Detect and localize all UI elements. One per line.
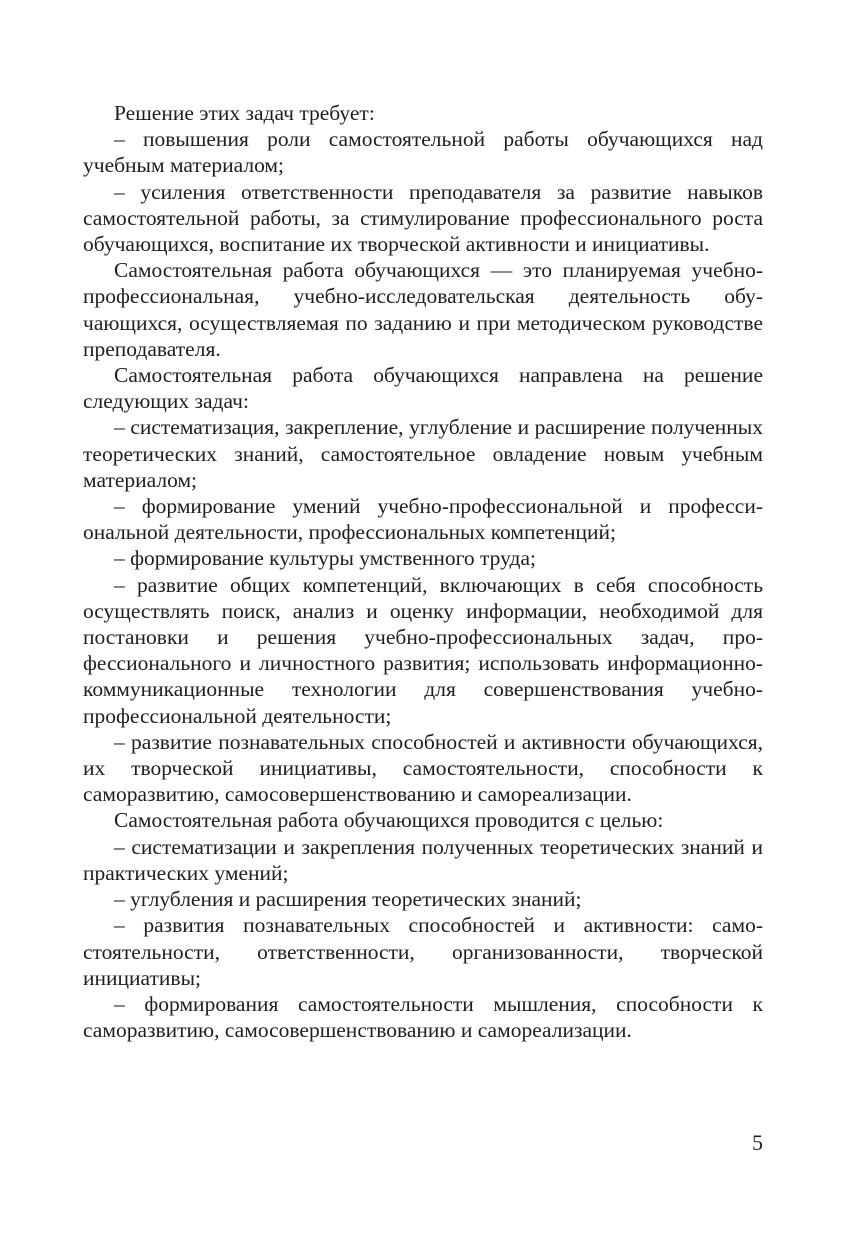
paragraph-goals-intro: Самостоятельная работа обучающихся направлена на решение следующих задач: — [83, 363, 763, 414]
document-body — [83, 100, 763, 1043]
list-item-independent-thinking: – формирования самостоятельности мышления, способности к саморазвитию, самосовершенствованию и самореализации. — [83, 991, 763, 1043]
paragraph-purpose-intro: Самостоятельная работа обучающихся проводится с целью: — [114, 808, 664, 833]
list-item-teacher-responsibility: – усиления ответственности преподавателя за развитие навыков самостоятельной работы, за стимулирование профессионального роста обучающихся, воспитание их творческой активности и инициативы. — [83, 179, 763, 257]
list-item-development-abilities: – развития познавательных способностей и активности: самостоятельности, ответственности, организованности, творческой инициативы; — [83, 913, 763, 990]
list-item-general-competencies: – развитие общих компетенций, включающих в себя способность осуществлять поиск, анализ и оценку информации, необходимой для постановки и решения учебно-профессиональных задач, профессионального и личностного развития; использовать информационно-коммуникационные технологии для совершенствования учебно-профессиональной деятельности; — [83, 572, 763, 728]
list-item-cognitive-abilities: – развитие познавательных способностей и активности обучающихся, их творческой инициативы, самостоятельности, способности к саморазвитию, самосовершенствованию и самореализации. — [83, 729, 763, 807]
paragraph-definition: Самостоятельная работа обучающихся — это планируемая учебно-профессиональная, учебно-исследовательская деятельность обучающихся, осуществляемая по заданию и при методическом руководстве преподавателя. — [83, 258, 763, 361]
page-number: 5 — [752, 1130, 763, 1155]
list-item-work-culture: – формирование культуры умственного труда; — [114, 546, 537, 571]
list-item-systematization: – систематизация, закрепление, углубление и расширение полученных теоретических знаний, самостоятельное овладение новым учебным материалом; — [83, 415, 763, 492]
list-item-skills-formation: – формирование умений учебно-профессиональной и профессиональной деятельности, профессиональных компетенций; — [83, 494, 763, 545]
paragraph-intro: Решение этих задач требует: — [114, 101, 375, 125]
list-item-systematization-purpose: – систематизации и закрепления полученных теоретических знаний и практических умений; — [83, 834, 763, 885]
list-item-deepening-knowledge: – углубления и расширения теоретических знаний; — [114, 887, 582, 912]
list-item-independent-work-role: – повышения роли самостоятельной работы обучающихся над учебным материалом; — [83, 127, 763, 178]
